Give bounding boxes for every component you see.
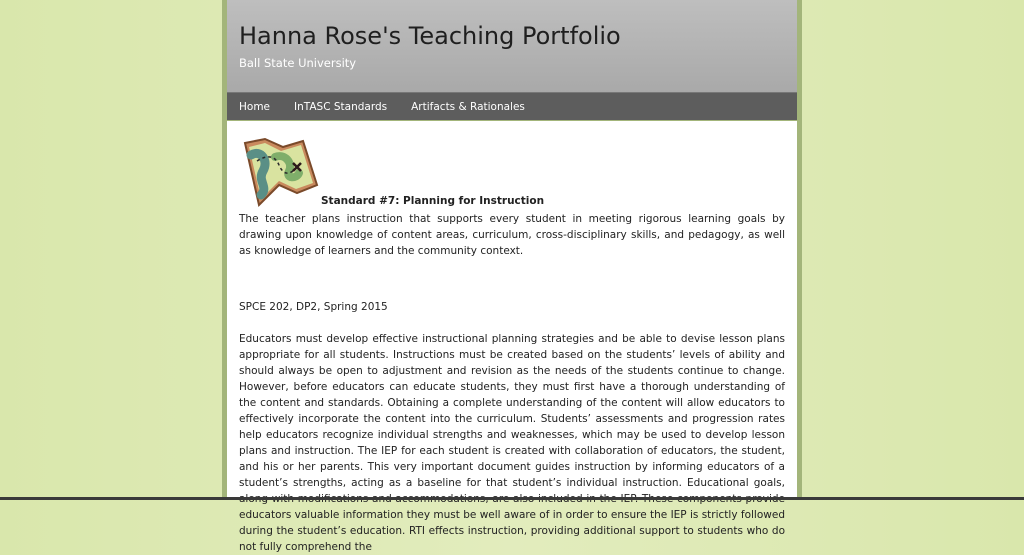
treasure-map-icon <box>239 135 321 209</box>
nav-item-artifacts-rationales[interactable]: Artifacts & Rationales <box>411 100 525 113</box>
site-subtitle: Ball State University <box>239 56 357 70</box>
site-header <box>227 0 797 92</box>
main-navigation <box>227 92 797 120</box>
site-title[interactable]: Hanna Rose's Teaching Portfolio <box>239 22 621 50</box>
standard-heading: Standard #7: Planning for Instruction <box>321 195 545 207</box>
standard-description: The teacher plans instruction that supports every student in meeting rigorous learning goals by drawing upon knowledge of content areas, curriculum, cross-disciplinary skills, and pedagogy, as well as knowledge of learners and the community context. <box>239 213 785 257</box>
nav-item-home[interactable]: Home <box>239 100 271 113</box>
window-bottom-edge <box>0 497 1024 500</box>
body-paragraph: Educators must develop effective instructional planning strategies and be able to devise lesson plans appropriate for all students. Instructions must be created based on the students’ levels of ability and should always be open to adjustment and revision as the needs of the students continue to change. However, before educators can educate students, they must first have a thorough understanding of the content and standards. Obtaining a complete understanding of the content will allow educators to effectively incorporate the content into the curriculum. Students’ assessments and progression rates help educators recognize individual strengths and weaknesses, which may be used to develop lesson plans and instruction. The IEP for each student is created with collaboration of educators, the student, and his or her parents. This very important document guides instruction by informing educators of a student’s strengths, acting as a baseline for that student’s individual instruction. Educational goals, educators valuable information they must be well aware of in order to ensure the IEP is strictly followed during the student’s education. RTI effects instruction, providing additional support to students who do not fully comprehend the <box>239 333 785 553</box>
nav-item-intasc-standards[interactable]: InTASC Standards <box>294 100 388 113</box>
course-info: SPCE 202, DP2, Spring 2015 <box>239 301 388 313</box>
main-content <box>227 121 797 553</box>
site-container <box>222 0 802 553</box>
